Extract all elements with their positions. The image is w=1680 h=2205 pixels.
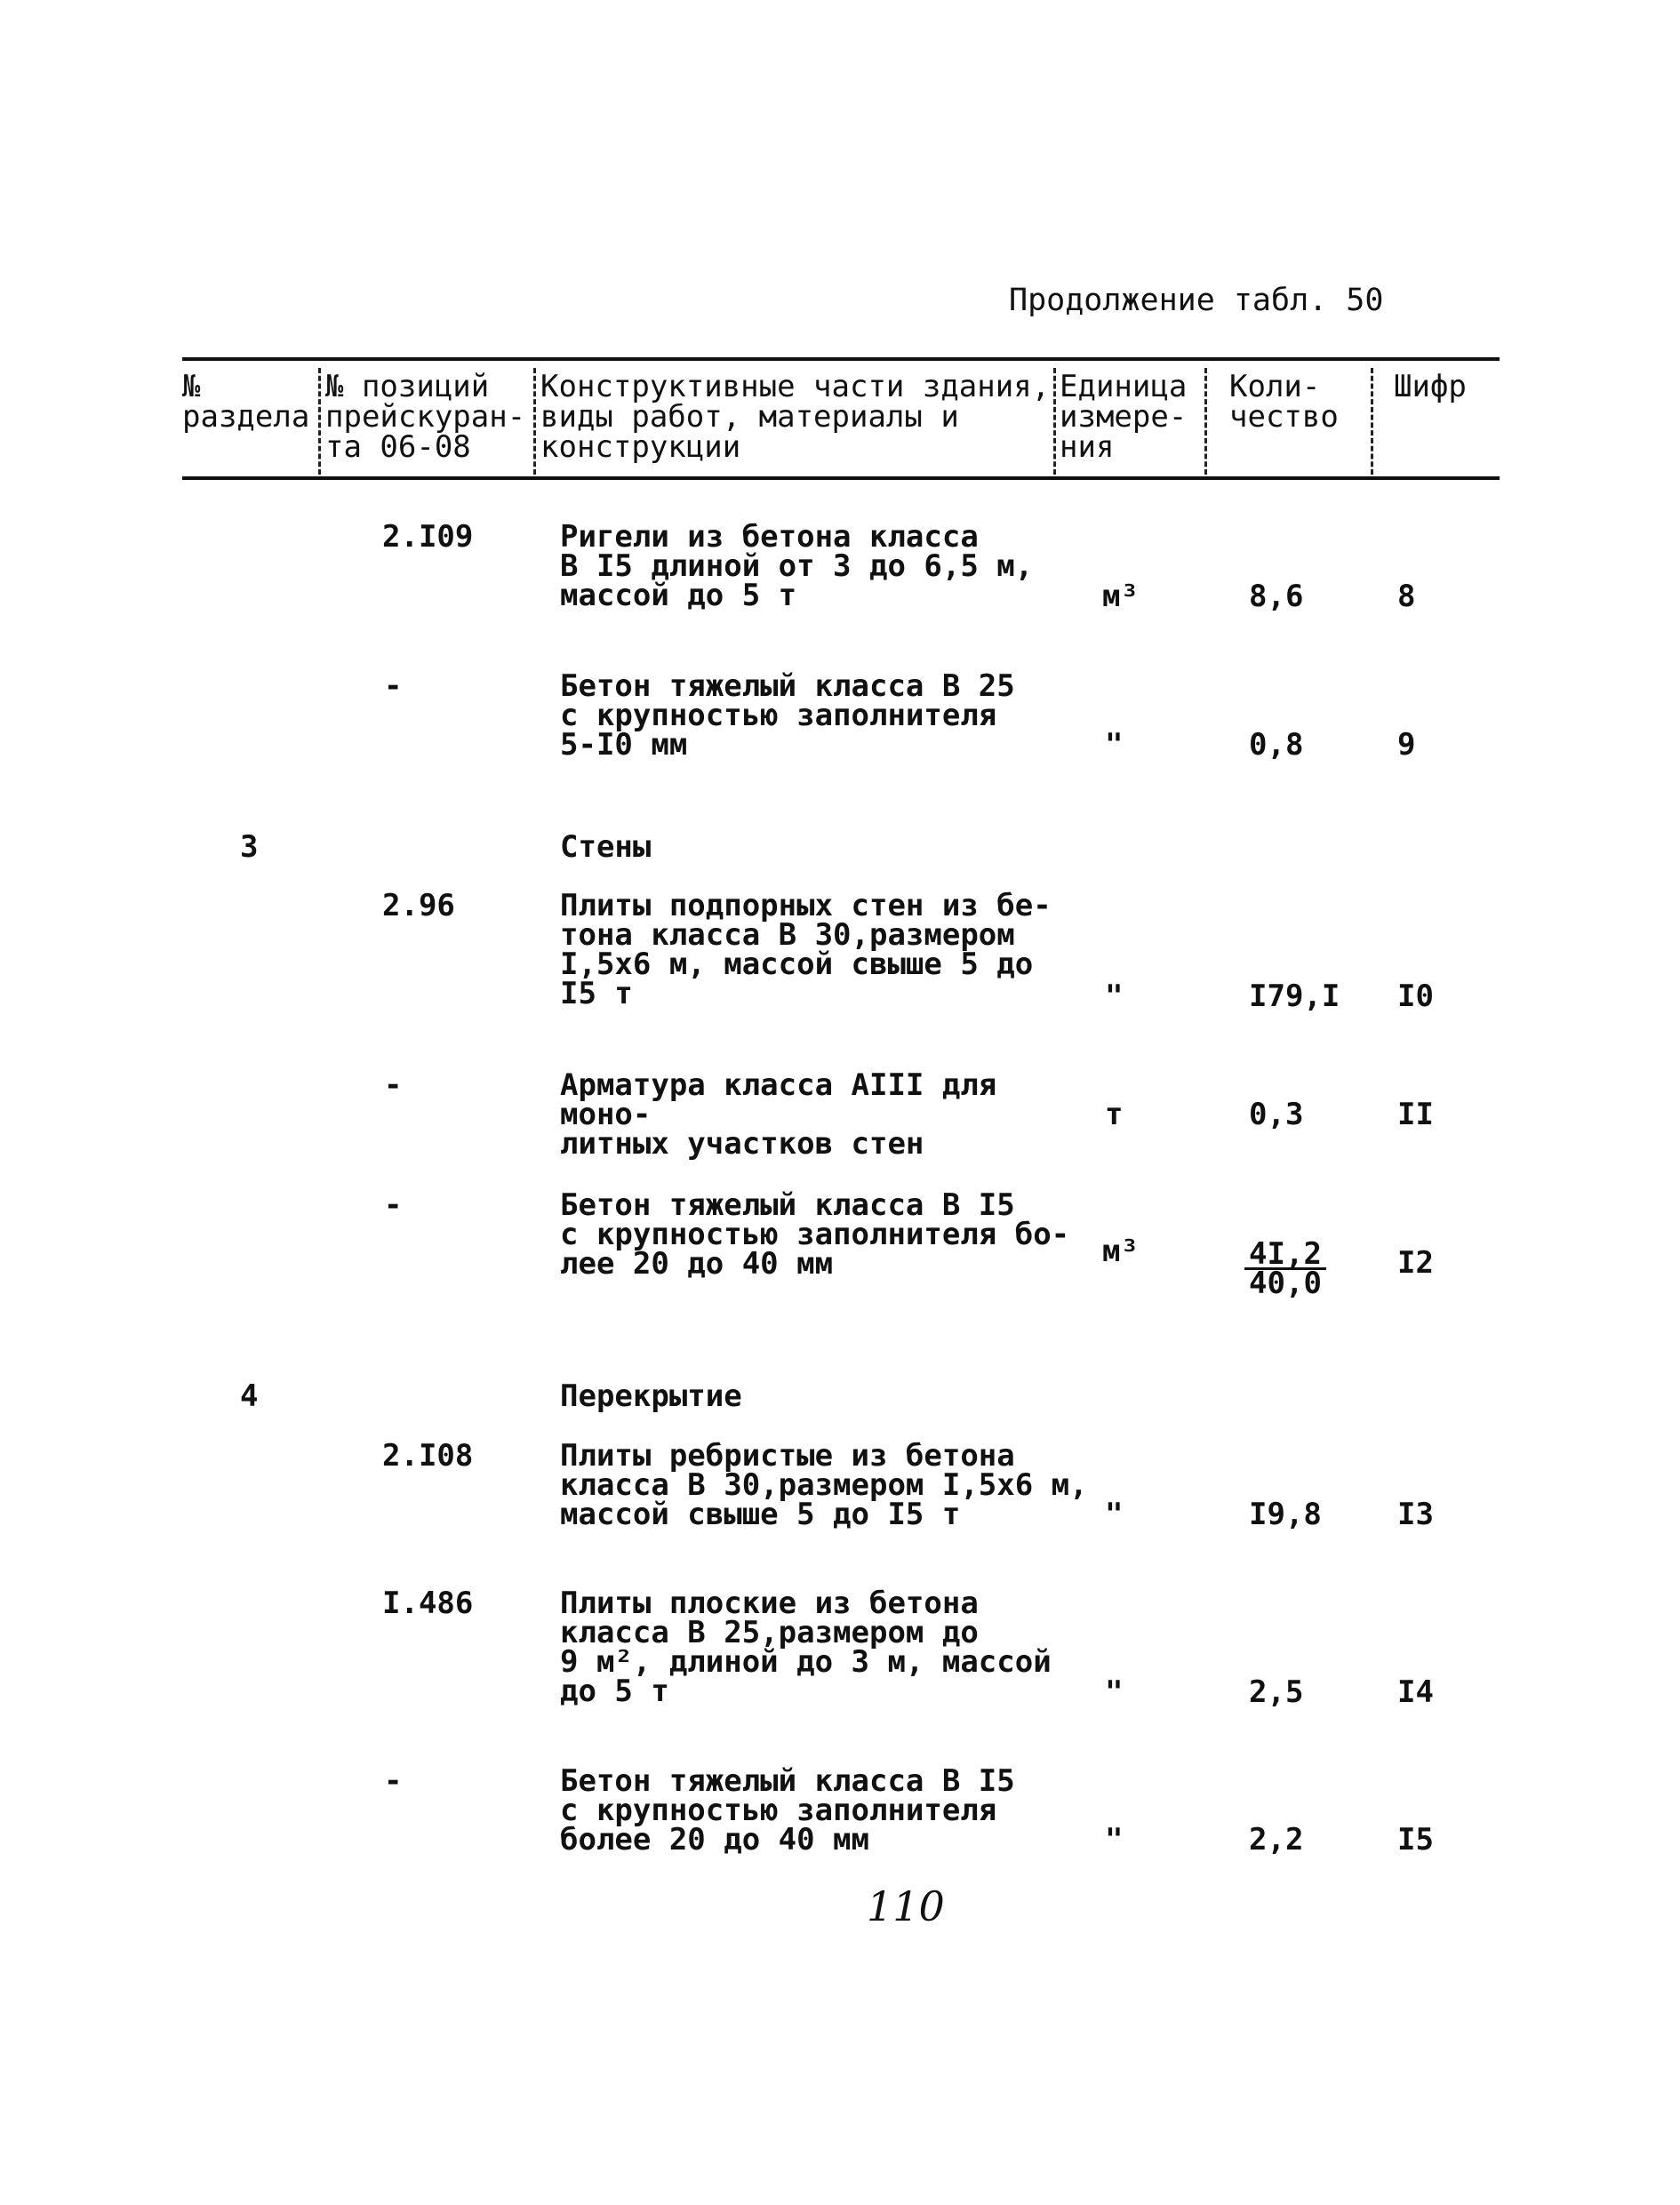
row-code: I3 [1397,1497,1434,1532]
section-number: 3 [240,829,259,865]
quantity-corrected-value: 40,0 [1249,1266,1322,1301]
header-code: Шифр [1394,369,1467,404]
row-unit: " [1105,1822,1124,1857]
header-separator [533,368,536,475]
row-unit: " [1105,1497,1124,1532]
row-description: Бетон тяжелый класса В 25 с крупностью заполнителя 5-I0 мм [560,668,1015,763]
row-position: 2.96 [382,888,455,923]
row-code: I5 [1397,1822,1434,1857]
row-code: I2 [1397,1245,1434,1281]
header-unit: Единица измере- ния [1060,369,1188,465]
row-description: Плиты плоские из бетона класса В 25,размером до 9 м², длиной до 3 м, массой до 5 т [560,1586,1052,1709]
row-position: - [384,668,403,704]
header-separator [1204,368,1207,475]
row-position: 2.I08 [382,1438,474,1474]
row-quantity: I79,I [1249,979,1340,1014]
header-section: № раздела [182,369,310,435]
row-description: Бетон тяжелый класса В I5 с крупностью заполнителя бо- лее 20 до 40 мм [560,1187,1070,1282]
row-unit: м³ [1102,579,1139,614]
header-quantity: Коли- чество [1229,369,1339,435]
row-quantity: 2,5 [1249,1674,1304,1710]
row-position: 2.I09 [382,519,474,555]
row-unit: м³ [1102,1234,1139,1269]
row-position: - [384,1763,403,1799]
row-code: 9 [1397,727,1416,763]
row-unit: " [1105,979,1124,1014]
table-header-bottom-rule [182,476,1500,480]
page-number: 110 [867,1882,945,1930]
row-code: I0 [1397,979,1434,1014]
section-title: Стены [560,829,652,865]
row-quantity: 0,8 [1249,727,1304,763]
header-description: Конструктивные части здания, виды работ, материалы и конструкции [540,369,1051,465]
row-description: Плиты подпорных стен из бе- тона класса В 30,размером I,5х6 м, массой свыше 5 до I5 т [560,888,1052,1011]
row-unit: " [1105,727,1124,763]
row-position: - [384,1187,403,1223]
table-top-rule [182,357,1500,361]
row-quantity: I9,8 [1249,1497,1322,1532]
section-title: Перекрытие [560,1378,742,1414]
header-position: № позиций прейскуран- та 06-08 [325,369,526,465]
row-code: 8 [1397,579,1416,614]
row-description: Арматура класса АIII для моно- литных участков стен [560,1067,997,1162]
row-unit: " [1105,1674,1124,1710]
row-quantity-corrected [1244,1236,1326,1301]
row-unit: т [1105,1097,1124,1132]
row-description: Плиты ребристые из бетона класса В 30,размером I,5х6 м, массой свыше 5 до I5 т [560,1438,1088,1532]
header-separator [1371,368,1373,475]
header-separator [1053,368,1056,475]
row-quantity: 2,2 [1249,1822,1304,1857]
row-description: Ригели из бетона класса В I5 длиной от 3 до 6,5 м, массой до 5 т [560,519,1034,613]
quantity-crossed-value: 4I,2 [1244,1241,1326,1270]
row-position: I.486 [382,1586,474,1621]
section-number: 4 [240,1378,259,1414]
table-continuation-caption: Продолжение табл. 50 [1009,283,1384,318]
row-code: II [1397,1097,1434,1132]
row-description: Бетон тяжелый класса В I5 с крупностью заполнителя более 20 до 40 мм [560,1763,1015,1857]
row-code: I4 [1397,1674,1434,1710]
header-separator [318,368,321,475]
row-quantity: 8,6 [1249,579,1304,614]
row-position: - [384,1067,403,1103]
row-quantity: 0,3 [1249,1097,1304,1132]
